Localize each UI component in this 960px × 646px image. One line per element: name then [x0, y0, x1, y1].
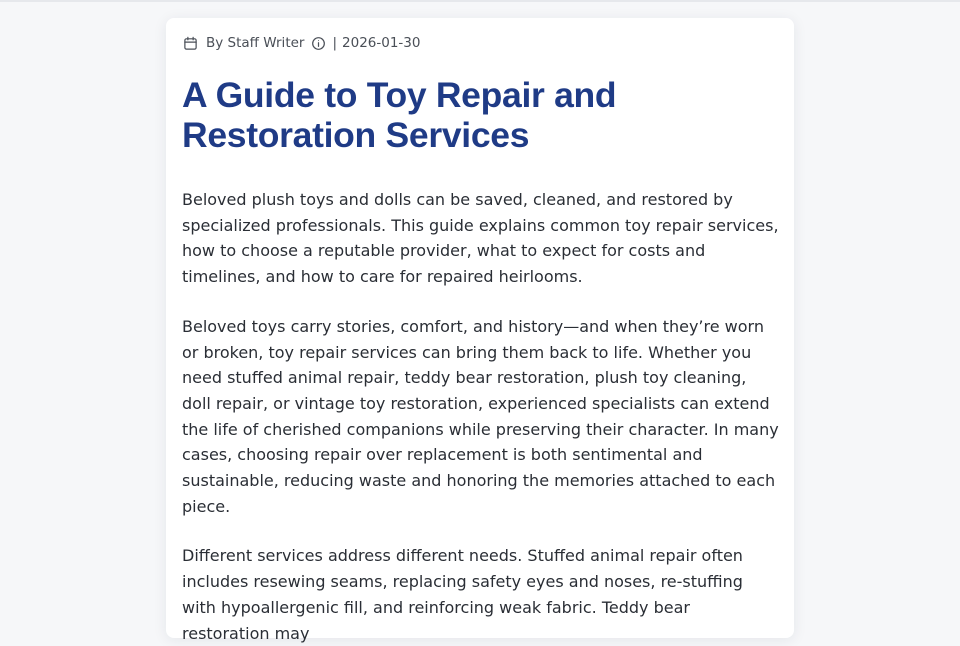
article-card — [166, 18, 794, 643]
article-meta — [182, 34, 778, 52]
article-paragraph-services: Different services address different needs. Stuffed animal repair often includes resewing seams, replacing safety eyes and noses, re-stuffing with hypoallergenic fill, and reinforcing weak fabric. Teddy bear restoration may — [182, 546, 743, 643]
meta-separator: | — [332, 35, 338, 51]
article-title: A Guide to Toy Repair and Restoration Services — [182, 75, 617, 155]
top-divider — [0, 0, 960, 2]
article-paragraph-intro: Beloved toys carry stories, comfort, and history—and when they’re worn or broken, toy repair services can bring them back to life. Whether you need stuffed animal repair, teddy bear restoration, plush toy cleaning, doll repair, or vintage toy restoration, experienced specialists can extend the life of cherished companions while preserving their character. In many cases, choosing repair over replacement is both sentimental and sustainable, reducing waste and honoring the memories attached to each piece. — [182, 316, 779, 516]
article-body — [182, 187, 778, 646]
article-author: By Staff Writer — [206, 35, 305, 51]
article-paragraph-summary: Beloved plush toys and dolls can be saved, cleaned, and restored by specialized professionals. This guide explains common toy repair services, how to choose a reputable provider, what to expect for costs and timelines, and how to care for repaired heirlooms. — [182, 190, 779, 287]
info-icon[interactable] — [310, 35, 326, 51]
article-date: 2026-01-30 — [342, 35, 421, 51]
calendar-icon — [182, 35, 198, 51]
